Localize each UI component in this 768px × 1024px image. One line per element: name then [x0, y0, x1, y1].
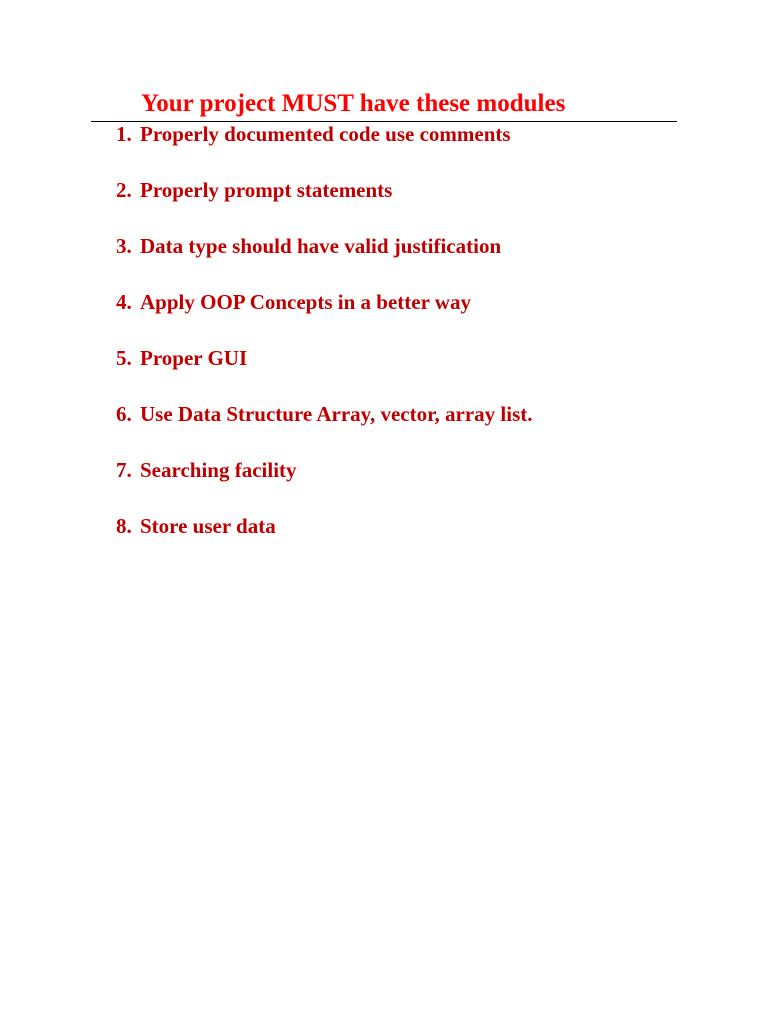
- list-text: Properly prompt statements: [140, 178, 393, 202]
- list-item-4: [116, 289, 533, 345]
- list-number: 1.: [116, 122, 132, 146]
- list-text: Searching facility: [140, 458, 297, 482]
- list-text: Use Data Structure Array, vector, array list.: [140, 402, 533, 426]
- list-item-1: [116, 121, 533, 177]
- list-number: 2.: [116, 178, 132, 202]
- list-number: 7.: [116, 458, 132, 482]
- list-item-5: [116, 345, 533, 401]
- list-text: Proper GUI: [140, 346, 248, 370]
- list-number: 8.: [116, 514, 132, 538]
- list-item-3: [116, 233, 533, 289]
- list-number: 6.: [116, 402, 132, 426]
- list-item-8: [116, 513, 533, 569]
- list-number: 3.: [116, 234, 132, 258]
- list-number: 4.: [116, 290, 132, 314]
- module-list: [116, 121, 533, 569]
- list-text: Apply OOP Concepts in a better way: [140, 290, 471, 314]
- list-text: Data type should have valid justification: [140, 234, 502, 258]
- list-item-6: [116, 401, 533, 457]
- list-text: Store user data: [140, 514, 276, 538]
- list-item-7: [116, 457, 533, 513]
- page-title: Your project MUST have these modules: [141, 90, 566, 117]
- list-item-2: [116, 177, 533, 233]
- list-text: Properly documented code use comments: [140, 122, 511, 146]
- list-number: 5.: [116, 346, 132, 370]
